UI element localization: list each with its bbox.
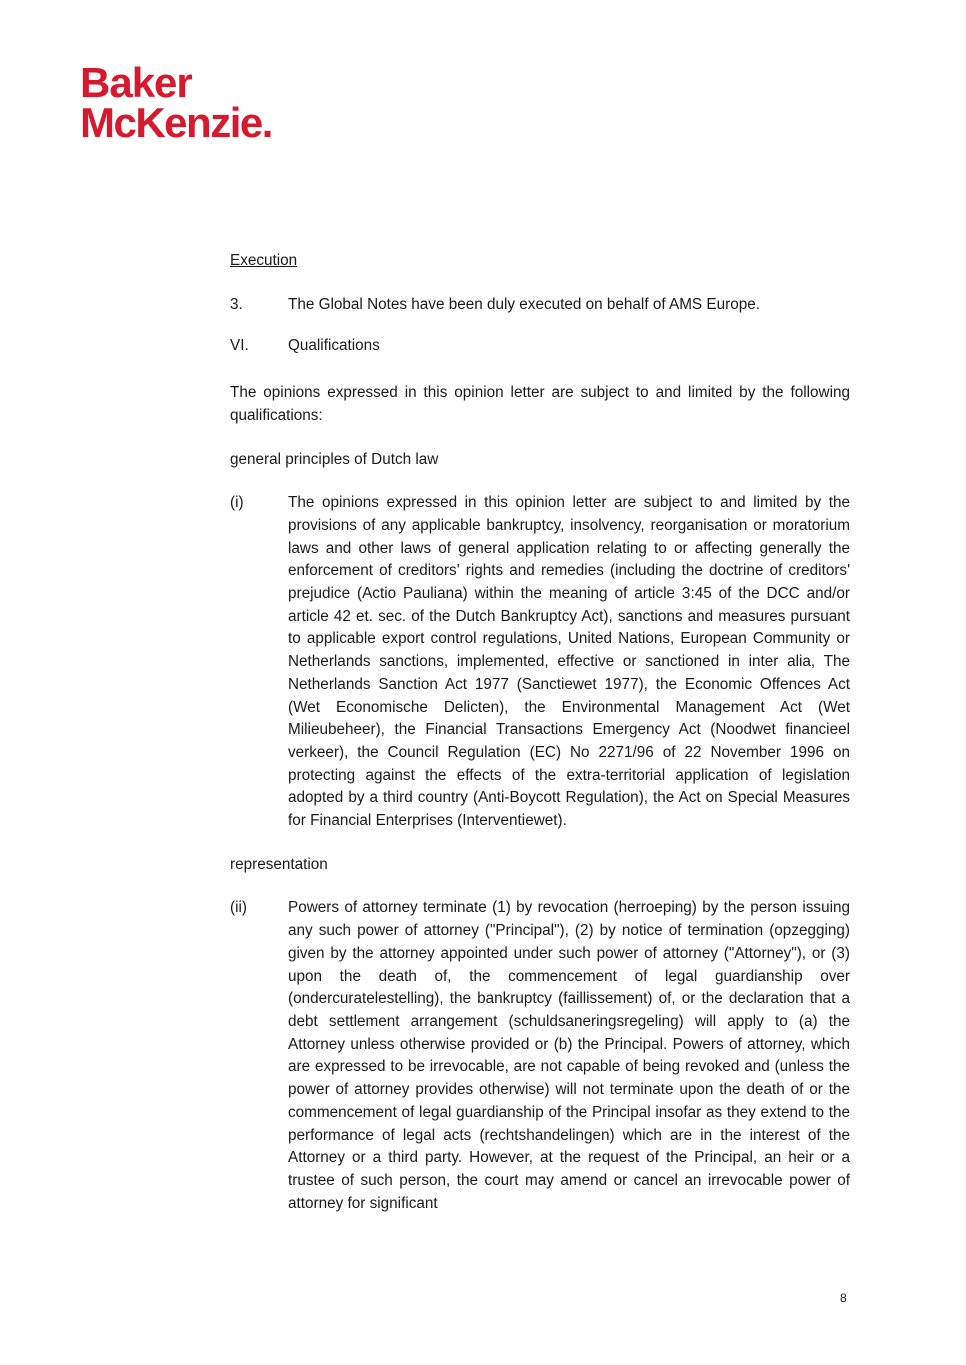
qualification-text-ii: Powers of attorney terminate (1) by revocation (herroeping) by the person issuing any such power of attorney ("Principal"), (2) by notice of termination (opzegging) given by the attorney appointed under such power of attorney ("Attorney"), or (3) upon the death of, the commencement of legal guardianship over (ondercuratelestelling), the bankruptcy (faillissement) of, or the declaration that a debt settlement arrangement (schuldsaneringsregeling) will apply to (a) the Attorney unless otherwise provided or (b) the Principal. Powers of attorney, which are expressed to be irrevocable, are not capable of being revoked and (unless the power of attorney provides otherwise) will not terminate upon the death of or the commencement of legal guardianship of the Principal insofar as they extend to the performance of legal acts (rechtshandelingen) which are in the interest of the Attorney or a third party. However, at the request of the Principal, an heir or a trustee of such person, the court may amend or cancel an irrevocable power of attorney for significant <box>288 899 850 1212</box>
subheading-general-principles: general principles of Dutch law <box>230 450 439 468</box>
section-heading <box>230 335 850 358</box>
document-body <box>230 250 850 1215</box>
execution-item-text: The Global Notes have been duly executed on behalf of AMS Europe. <box>288 295 760 313</box>
logo-line-2: McKenzie. <box>80 99 272 146</box>
qualification-item-i <box>230 492 850 833</box>
section-number: VI. <box>230 337 249 355</box>
qualification-number-i: (i) <box>230 494 244 512</box>
qualification-number-ii: (ii) <box>230 899 247 917</box>
subheading-representation: representation <box>230 855 328 873</box>
section-title: Qualifications <box>288 337 380 355</box>
intro-paragraph: The opinions expressed in this opinion letter are subject to and limited by the following qualifications: <box>230 384 850 424</box>
execution-heading: Execution <box>230 252 298 269</box>
qualification-item-ii <box>230 897 850 1215</box>
execution-item <box>230 294 850 317</box>
qualification-text-i: The opinions expressed in this opinion letter are subject to and limited by the provisions of any applicable bankruptcy, insolvency, reorganisation or moratorium laws and other laws of general application relating to or affecting generally the enforcement of creditors' rights and remedies (including the doctrine of creditors' prejudice (Actio Pauliana) within the meaning of article 3:45 of the DCC and/or article 42 et. sec. of the Dutch Bankruptcy Act), sanctions and measures pursuant to applicable export control regulations, United Nations, European Community or Netherlands sanctions, implemented, effective or sanctioned in inter alia, The Netherlands Sanction Act 1977 (Sanctiewet 1977), the Economic Offences Act (Wet Economische Delicten), the Environmental Management Act (Wet Milieubeheer), the Financial Transactions Emergency Act (Noodwet financieel verkeer), the Council Regulation (EC) No 2271/96 of 22 November 1996 on protecting against the effects of the extra-territorial application of legislation adopted by a third country (Anti-Boycott Regulation), the Act on Special Measures for Financial Enterprises (Interventiewet). <box>288 494 850 830</box>
company-logo <box>80 59 330 146</box>
execution-item-number: 3. <box>230 295 243 313</box>
page-number: 8 <box>840 1291 847 1305</box>
logo-line-1: Baker <box>80 59 192 106</box>
